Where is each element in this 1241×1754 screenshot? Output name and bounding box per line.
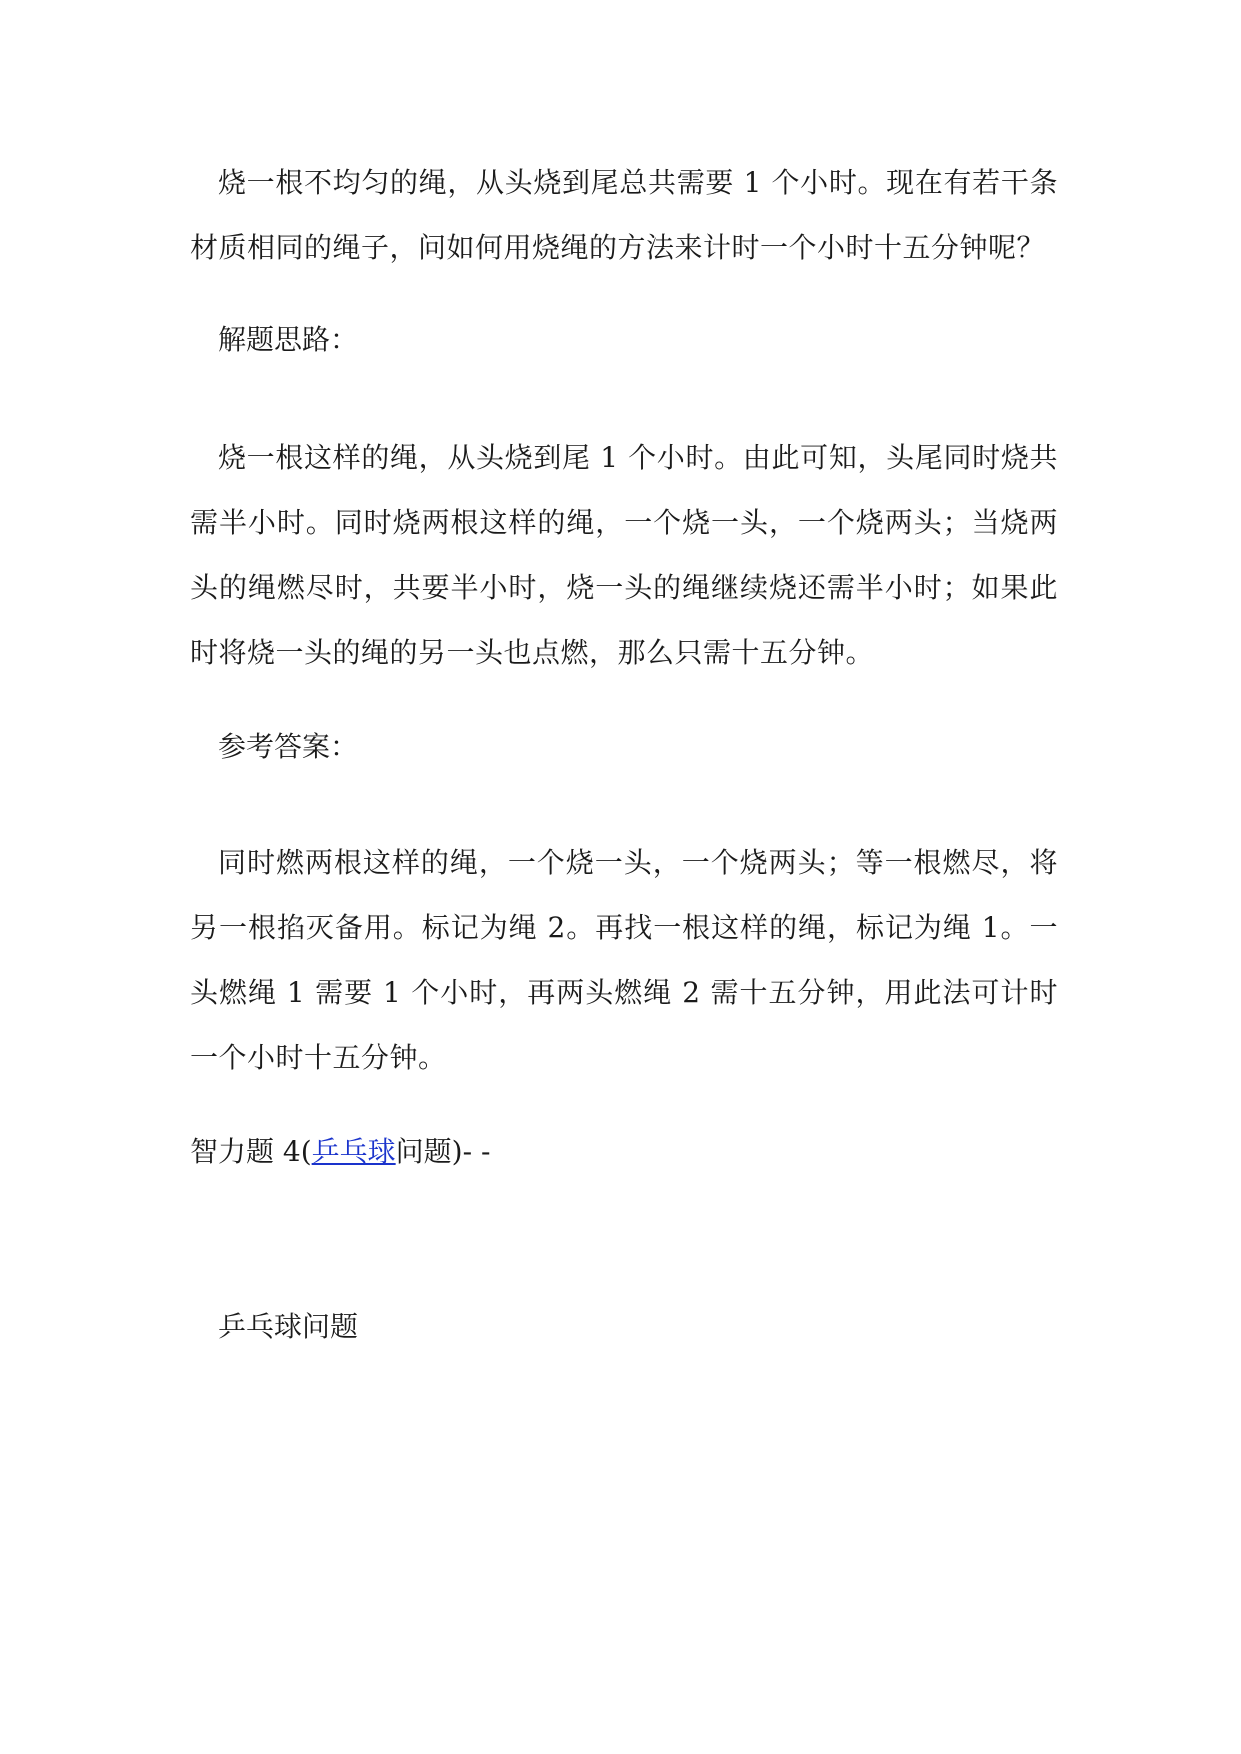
solution-approach-paragraph: 烧一根这样的绳，从头烧到尾 1 个小时。由此可知，头尾同时烧共需半小时。同时烧两根这样的绳，一个烧一头，一个烧两头；当烧两头的绳燃尽时，共要半小时，烧一头的绳继续烧还需半小时；如果此时将烧一头的绳的另一头也点燃，那么只需十五分钟。: [190, 441, 1058, 669]
puzzle-title: [190, 1132, 490, 1172]
puzzle-title-prefix: 智力题 4(: [190, 1135, 312, 1168]
ping-pong-link[interactable]: 乒乓球: [311, 1135, 396, 1168]
reference-answer-paragraph: 同时燃两根这样的绳，一个烧一头，一个烧两头；等一根燃尽，将另一根掐灭备用。标记为绳 2。再找一根这样的绳，标记为绳 1。一头燃绳 1 需要 1 个小时，再两头燃绳 2 需十五分钟，用此法可计时一个小时十五分钟。: [190, 846, 1058, 1074]
puzzle-title-suffix: 问题)- -: [395, 1135, 491, 1168]
ping-pong-problem-heading: 乒乓球问题: [218, 1310, 359, 1343]
question-paragraph: 烧一根不均匀的绳，从头烧到尾总共需要 1 个小时。现在有若干条材质相同的绳子，问如何用烧绳的方法来计时一个小时十五分钟呢？: [190, 166, 1058, 264]
solution-approach-heading: 解题思路：: [218, 323, 359, 356]
reference-answer-heading: 参考答案：: [218, 730, 359, 763]
